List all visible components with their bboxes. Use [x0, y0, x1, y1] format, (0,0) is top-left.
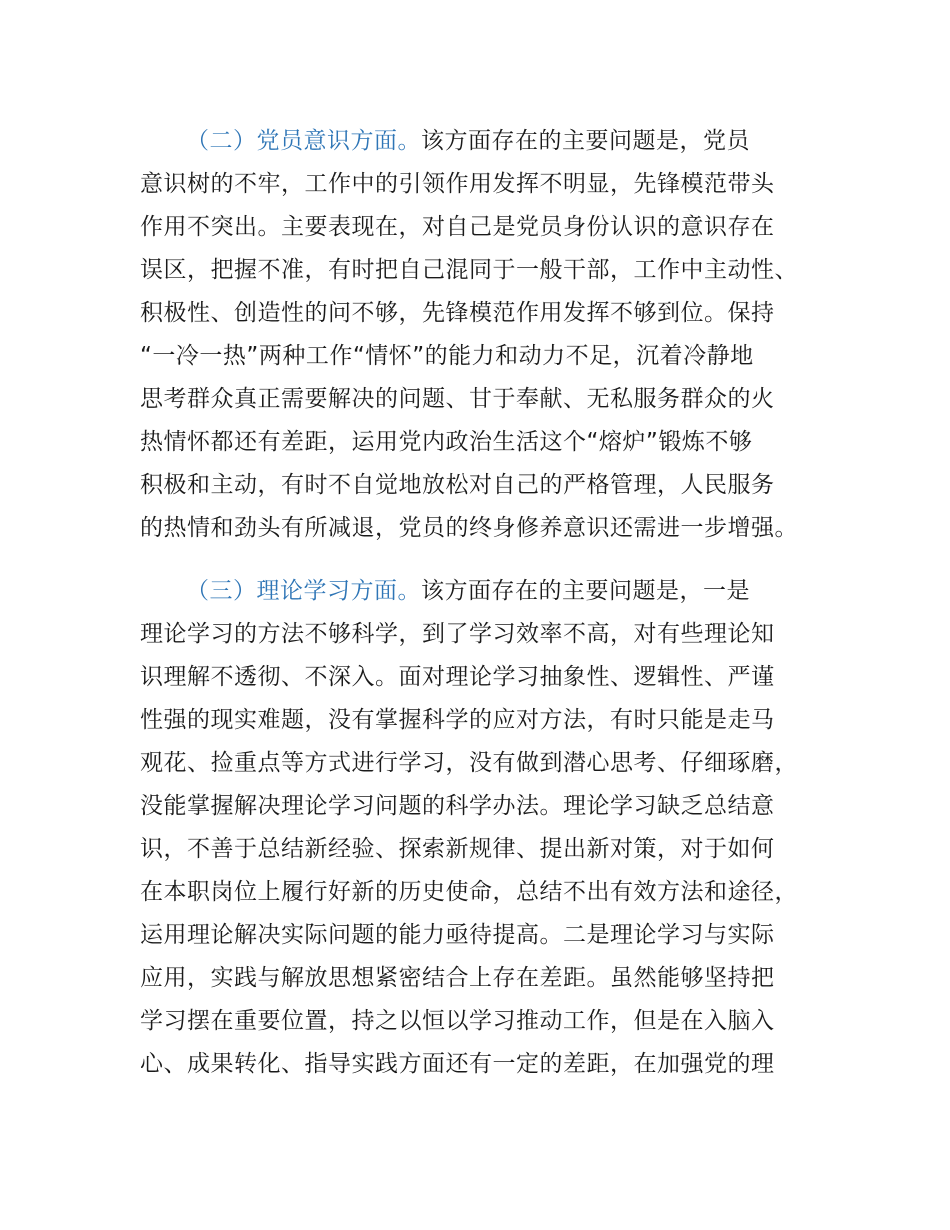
section3-line-5: 没能掌握解决理论学习问题的科学办法。理论学习缺乏总结意: [140, 793, 775, 819]
section2-line-9: 的热情和劲头有所减退，党员的终身修养意识还需进一步增强。: [140, 515, 798, 541]
section2-heading: （二）党员意识方面。: [186, 128, 421, 154]
section3-line-7: 在本职岗位上履行好新的历史使命，总结不出有效方法和途径，: [140, 879, 798, 905]
section2-line-1: 意识树的不牢，工作中的引领作用发挥不明显，先锋模范带头: [140, 171, 775, 197]
section3-first-line: [186, 576, 750, 606]
section3-line-6: 识，不善于总结新经验、探索新规律、提出新对策，对于如何: [140, 836, 775, 862]
section3-line-11: 心、成果转化、指导实践方面还有一定的差距，在加强党的理: [140, 1051, 775, 1077]
section2-line-0: 该方面存在的主要问题是，党员: [421, 128, 750, 154]
section2-line-2: 作用不突出。主要表现在，对自己是党员身份认识的意识存在: [140, 214, 775, 240]
section2-line-6: 思考群众真正需要解决的问题、甘于奉献、无私服务群众的火: [140, 386, 775, 412]
section3-line-8: 运用理论解决实际问题的能力亟待提高。二是理论学习与实际: [140, 922, 775, 948]
section3-heading: （三）理论学习方面。: [186, 578, 421, 604]
section2-line-7: 热情怀都还有差距，运用党内政治生活这个“熔炉”锻炼不够: [140, 429, 753, 455]
section2-line-8: 积极和主动，有时不自觉地放松对自己的严格管理，人民服务: [140, 472, 775, 498]
section3-line-10: 学习摆在重要位置，持之以恒以学习推动工作，但是在入脑入: [140, 1008, 775, 1034]
section3-line-4: 观花、捡重点等方式进行学习，没有做到潜心思考、仔细琢磨，: [140, 750, 798, 776]
section3-line-0: 该方面存在的主要问题是，一是: [421, 578, 750, 604]
section2-first-line: [186, 126, 750, 156]
section2-line-4: 积极性、创造性的问不够，先锋模范作用发挥不够到位。保持: [140, 300, 775, 326]
section3-line-9: 应用，实践与解放思想紧密结合上存在差距。虽然能够坚持把: [140, 965, 775, 991]
section3-line-2: 识理解不透彻、不深入。面对理论学习抽象性、逻辑性、严谨: [140, 664, 775, 690]
section2-line-3: 误区，把握不准，有时把自己混同于一般干部，工作中主动性、: [140, 257, 798, 283]
section3-line-3: 性强的现实难题，没有掌握科学的应对方法，有时只能是走马: [140, 707, 775, 733]
section2-line-5: “一冷一热”两种工作“情怀”的能力和动力不足，沉着冷静地: [140, 343, 754, 369]
section3-line-1: 理论学习的方法不够科学，到了学习效率不高，对有些理论知: [140, 621, 775, 647]
